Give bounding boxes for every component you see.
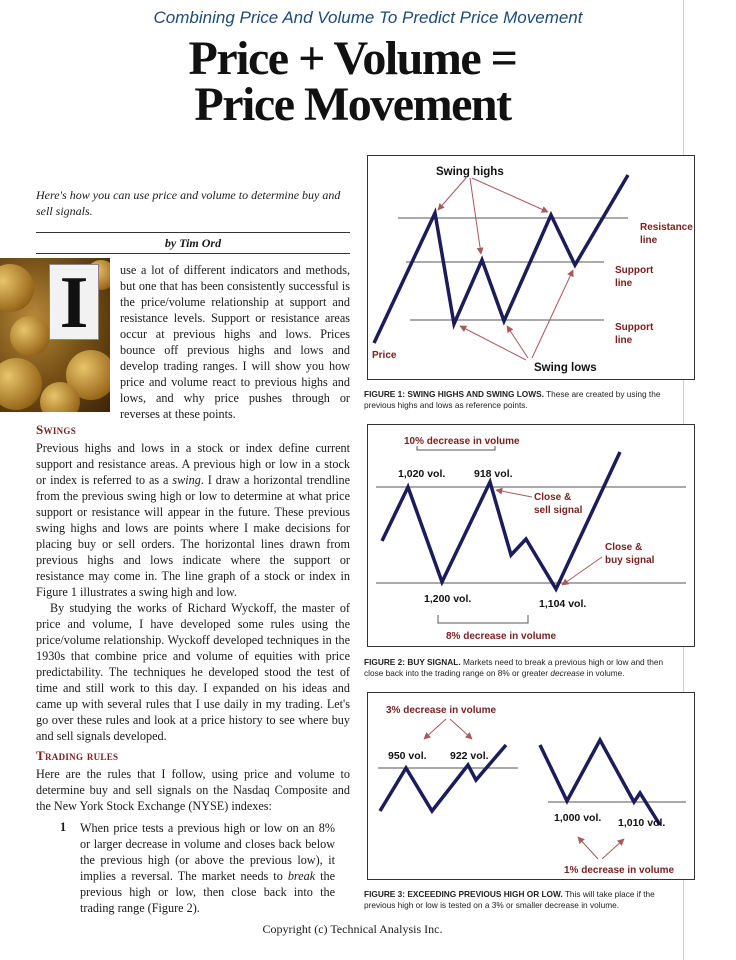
swings-body	[36, 440, 350, 744]
figure-1-caption-title: FIGURE 1: SWING HIGHS AND SWING LOWS.	[364, 389, 544, 399]
swings-paragraph-2: By studying the works of Richard Wyckoff, the master of price and volume, I have developed some rules using the price/volume relationship. Wyckoff developed techniques in the 1930s that combine price and volume of equities with price predictability. The techniques he developed stood the test of time and still work to this day. I expanded on his ideas and came up with several rules that I use daily in my trading. Let's go over these rules and look at a price history to see where buy and sell signals developed.	[36, 601, 350, 743]
figure-2-caption-text-b: in volume.	[584, 668, 625, 678]
coin	[0, 358, 42, 410]
deck: Here's how you can use price and volume to determine buy and sell signals.	[36, 188, 341, 218]
section-heading-trading-rules	[36, 748, 118, 764]
volume-label: 922 vol.	[450, 750, 489, 762]
rules-intro-a: Here are the rules that I follow, using price and volume to determine buy and sell signals on the Nasdaq Composite and the New York Stock Exchange (	[36, 767, 350, 813]
resistance-label-line: line	[640, 235, 658, 246]
top-annotation: 10% decrease in volume	[404, 436, 520, 447]
trading-rules-heading-text: Trading rules	[36, 748, 119, 763]
arrow	[450, 719, 472, 739]
figure-2-caption-text-a: Markets need to break a previous high or low and then close back into the trading range on 8% or greater	[364, 657, 664, 678]
intro-paragraph	[120, 262, 350, 422]
volume-label: 950 vol.	[388, 750, 427, 762]
rules-intro-abbr: NYSE	[192, 799, 225, 813]
sell-signal-label: Close &	[534, 492, 572, 503]
resistance-label: Resistance	[640, 222, 693, 233]
bracket-bottom	[438, 615, 528, 623]
rule-number: 1	[60, 820, 67, 834]
kicker: Combining Price And Volume To Predict Price Movement	[153, 8, 583, 27]
swings-p1-b: . I draw a horizontal trendline from the previous swing high or low to determine at what price support or resistance will appear in the future. These previous swing highs and lows are points where I make decisions for placing buy or sell orders. The horizontal lines drawn from previous highs and lows indicate where the support or resistance may come in. The line graph of a stock or index in Figure 1 illustrates a swing high and low.	[36, 473, 350, 599]
figure-3-caption-title: FIGURE 3: EXCEEDING PREVIOUS HIGH OR LOW.	[364, 889, 563, 899]
swings-paragraph-1	[36, 440, 350, 600]
sell-signal-label-line: sell signal	[534, 505, 583, 516]
figure-1-diagram	[368, 156, 694, 379]
headline-line-1: Price + Volume =	[188, 32, 517, 85]
rule1-a: When price tests a previous high or low on an 8% or larger decrease in volume and closes back below the previous high (or above the previous low), it implies a reversal. The market needs to	[80, 821, 335, 883]
copyright: Copyright (c) Technical Analysis Inc.	[262, 922, 443, 936]
arrow	[507, 326, 528, 358]
figure-2-caption-title: FIGURE 2: BUY SIGNAL.	[364, 657, 461, 667]
divider	[36, 253, 350, 254]
figure-3-caption	[364, 889, 684, 911]
trading-rules-intro	[36, 766, 350, 814]
arrow	[438, 178, 466, 210]
figure-3-diagram	[368, 693, 694, 879]
figure-2-caption-em: decrease	[550, 668, 585, 678]
intro-text: use a lot of different indicators and methods, but one that has been consistently successful is the price/volume relationship at support and resistance levels. Support or resistance areas occur at previous highs and lows. Prices bounce off previous highs and lows and develop trading ranges. I will show you how price and volume react to previous highs and lows, and why price pushes through or reverses at these points.	[120, 263, 350, 421]
figure-3	[367, 692, 695, 880]
figure-1-caption	[364, 389, 684, 411]
arrow	[578, 837, 598, 859]
dropcap-letter: I	[59, 262, 89, 344]
divider	[36, 232, 350, 233]
arrow	[470, 178, 481, 254]
arrow	[532, 270, 573, 358]
support-label-upper-line: line	[615, 278, 633, 289]
byline: by Tim Ord	[164, 236, 222, 250]
figure-1	[367, 155, 695, 380]
rule1-b: the previous high or low, then close back into the trading range (Figure 2).	[80, 869, 336, 915]
volume-label: 1,020 vol.	[398, 468, 446, 480]
bottom-annotation: 1% decrease in volume	[564, 865, 675, 876]
figure-3-caption-text: This will take place if the previous high or low is tested on a 3% or smaller decrease in volume.	[364, 889, 655, 910]
buy-signal-label: Close &	[605, 542, 643, 553]
figure-1-caption-text: These are created by using the previous highs and lows as reference points.	[364, 389, 661, 410]
top-annotation: 3% decrease in volume	[386, 705, 497, 716]
figure-2-diagram	[368, 425, 694, 646]
arrow	[496, 490, 532, 497]
price-label: Price	[372, 350, 397, 361]
figure-2-caption	[364, 657, 684, 679]
buy-signal-label-line: buy signal	[605, 555, 655, 566]
swing-highs-label: Swing highs	[436, 166, 504, 178]
headline-line-2: Price Movement	[194, 78, 511, 131]
support-label-lower: Support	[615, 322, 654, 333]
arrow	[424, 719, 446, 739]
support-label-lower-line: line	[615, 335, 633, 346]
swings-p1-em: swing	[172, 473, 201, 487]
arrow	[472, 178, 548, 212]
volume-label: 1,104 vol.	[539, 598, 587, 610]
swings-p1-a: Previous highs and lows in a stock or index define current support and resistance areas. A previous high or low in a stock or index is referred to as a	[36, 441, 350, 487]
price-line	[374, 175, 628, 343]
section-heading-swings	[36, 422, 76, 438]
rule1-em: break	[287, 869, 316, 883]
arrow	[602, 839, 624, 859]
volume-label: 918 vol.	[474, 468, 513, 480]
rules-intro-b: ) indexes:	[224, 799, 272, 813]
coin	[10, 316, 50, 356]
swing-lows-label: Swing lows	[534, 362, 597, 374]
swings-heading-text: Swings	[36, 422, 77, 437]
arrow	[460, 326, 526, 360]
support-label-upper: Support	[615, 265, 654, 276]
bottom-annotation: 8% decrease in volume	[446, 631, 557, 642]
volume-label: 1,000 vol.	[554, 812, 602, 824]
coin	[0, 264, 34, 312]
rule-item	[80, 820, 335, 916]
volume-label: 1,010 vol.	[618, 817, 666, 829]
figure-2	[367, 424, 695, 647]
headline	[0, 32, 705, 131]
volume-label: 1,200 vol.	[424, 593, 472, 605]
